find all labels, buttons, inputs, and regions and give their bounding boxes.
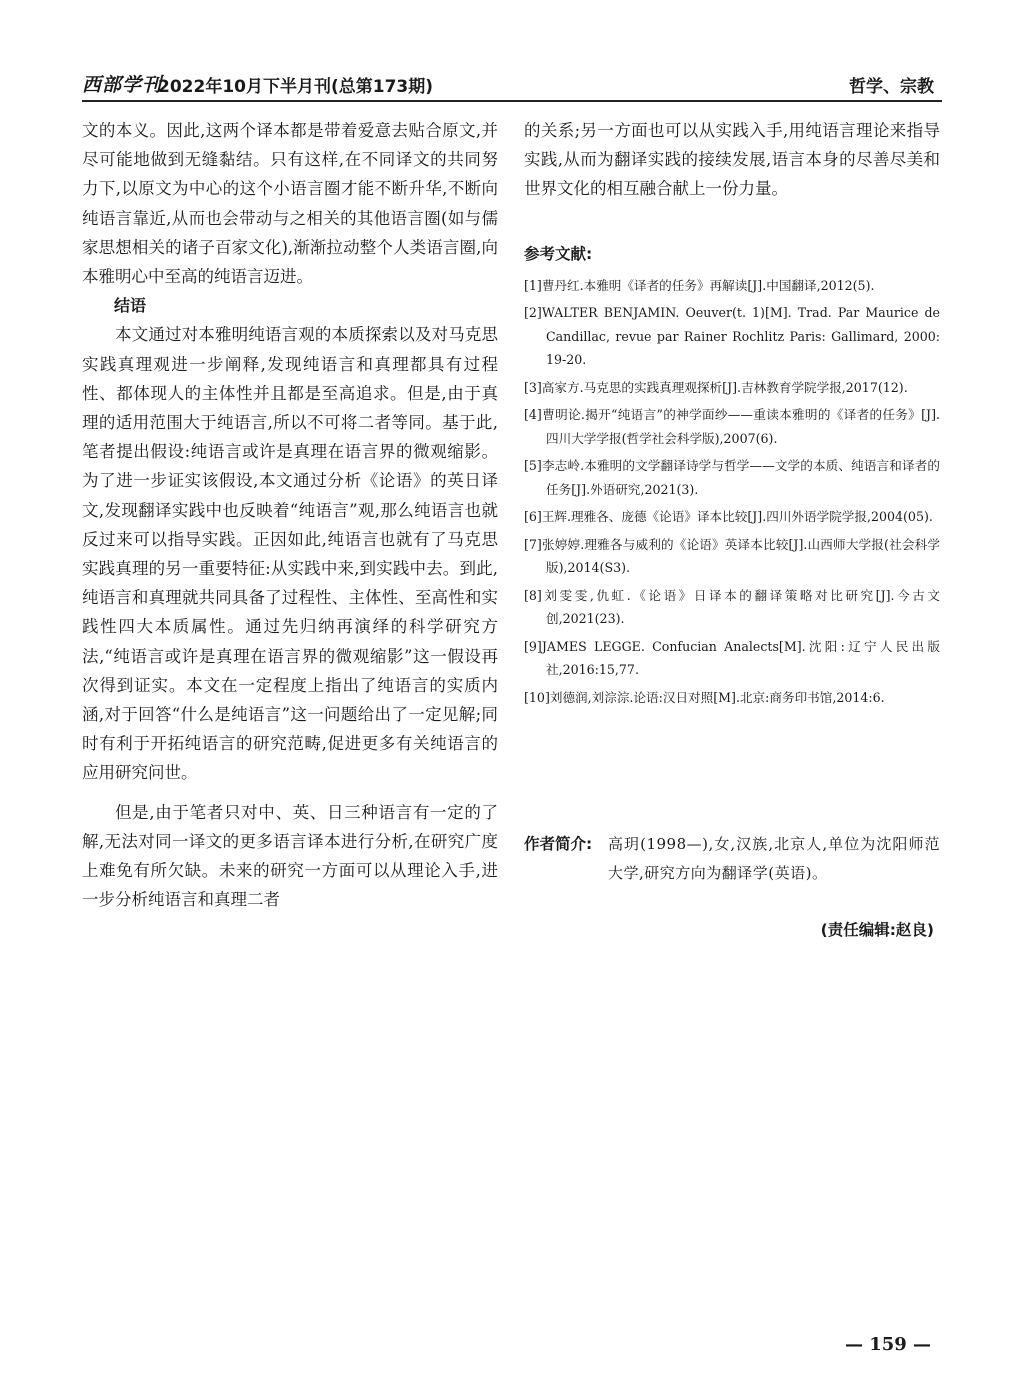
reference-item: [9]JAMES LEGGE. Confucian Analects[M].沈阳:辽宁人民出版社,2016:15,77.	[524, 638, 940, 678]
body-paragraph-conclusion: 本文通过对本雅明纯语言观的本质探索以及对马克思实践真理观进一步阐释,发现纯语言和真理都具有过程性、都体现人的主体性并且都是至高追求。但是,由于真理的适用范围大于纯语言,所以不可将二者等同。基于此,笔者提出假设:纯语言或许是真理在语言界的微观缩影。为了进一步证实该假设,本文通过分析《论语》的英日译文,发现翻译实践中也反映着“纯语言”观,那么纯语言也就反过来可以指导实践。正因如此,纯语言也就有了马克思实践真理的另一重要特征:从实践中来,到实践中去。到此,纯语言和真理就共同具备了过程性、主体性、至高性和实践性四大本质属性。通过先归纳再演绎的科学研究方法,“纯语言或许是真理在语言界的微观缩影”这一假设再次得到证实。本文在一定程度上指出了纯语言的实质内涵,对于回答“什么是纯语言”这一问题给出了一定见解;同时有利于开拓纯语言的研究范畴,促进更多有关纯语言的应用研究问世。	[82, 325, 498, 783]
responsible-editor: (责任编辑:赵良)	[820, 921, 934, 939]
body-paragraph-continued: 文的本义。因此,这两个译本都是带着爱意去贴合原文,并尽可能地做到无缝黏结。只有这样,在不同译文的共同努力下,以原文为中心的这个小语言圈才能不断升华,不断向纯语言靠近,从而也会带动与之相关的其他语言圈(如与儒家思想相关的诸子百家文化),渐渐拉动整个人类语言圈,向本雅明心中至高的纯语言迈进。	[82, 121, 498, 287]
running-header	[82, 66, 942, 100]
author-bio-text: 高玥(1998—),女,汉族,北京人,单位为沈阳师范大学,研究方向为翻译学(英语)。	[608, 835, 940, 882]
references-title: 参考文献:	[524, 244, 593, 263]
reference-item: [4]曹明论.揭开“纯语言”的神学面纱——重读本雅明的《译者的任务》[J].四川大学学报(哲学社会科学版),2007(6).	[524, 407, 940, 446]
reference-item: [2]WALTER BENJAMIN. Oeuver(t. 1)[M]. Trad. Par Maurice de Candillac, revue par Rainer Rochlitz Paris: Gallimard, 2000: 19-20.	[524, 305, 940, 368]
section-heading-conclusion: 结语	[114, 296, 147, 316]
journal-logo: 西部学刊	[82, 74, 163, 96]
section-label: 哲学、宗教	[849, 77, 934, 97]
body-paragraph-end: 的关系;另一方面也可以从实践入手,用纯语言理论来指导实践,从而为翻译实践的接续发展,语言本身的尽善尽美和世界文化的相互融合献上一份力量。	[524, 121, 940, 199]
reference-item: [7]张婷婷.理雅各与威利的《论语》英译本比较[J].山西师大学报(社会科学版),2014(S3).	[524, 536, 940, 576]
header-rule	[82, 100, 942, 102]
author-bio	[524, 830, 940, 888]
issue-info: 2022年10月下半月刊(总第173期)	[158, 77, 433, 97]
page-number: — 159 —	[844, 1334, 932, 1355]
reference-item: [6]王辉.理雅各、庞德《论语》译本比较[J].四川外语学院学报,2004(05).	[524, 509, 933, 525]
reference-item: [8]刘雯雯,仇虹.《论语》日译本的翻译策略对比研究[J].今古文创,2021(23).	[524, 587, 940, 627]
reference-item: [5]李志岭.本雅明的文学翻译诗学与哲学——文学的本质、纯语言和译者的任务[J].外语研究,2021(3).	[524, 458, 940, 497]
reference-item: [1]曹丹红.本雅明《译者的任务》再解读[J].中国翻译,2012(5).	[524, 277, 875, 293]
author-bio-label: 作者简介:	[524, 835, 593, 853]
references-list	[524, 274, 940, 710]
reference-item: [10]刘德润,刘淙淙.论语:汉日对照[M].北京:商务印书馆,2014:6.	[524, 689, 885, 705]
body-paragraph-limitations: 但是,由于笔者只对中、英、日三种语言有一定的了解,无法对同一译文的更多语言译本进行分析,在研究广度上难免有所欠缺。未来的研究一方面可以从理论入手,进一步分析纯语言和真理二者	[82, 802, 498, 910]
right-column	[524, 116, 940, 713]
reference-item: [3]高家方.马克思的实践真理观探析[J].吉林教育学院学报,2017(12).	[524, 379, 908, 395]
left-column	[82, 116, 498, 914]
